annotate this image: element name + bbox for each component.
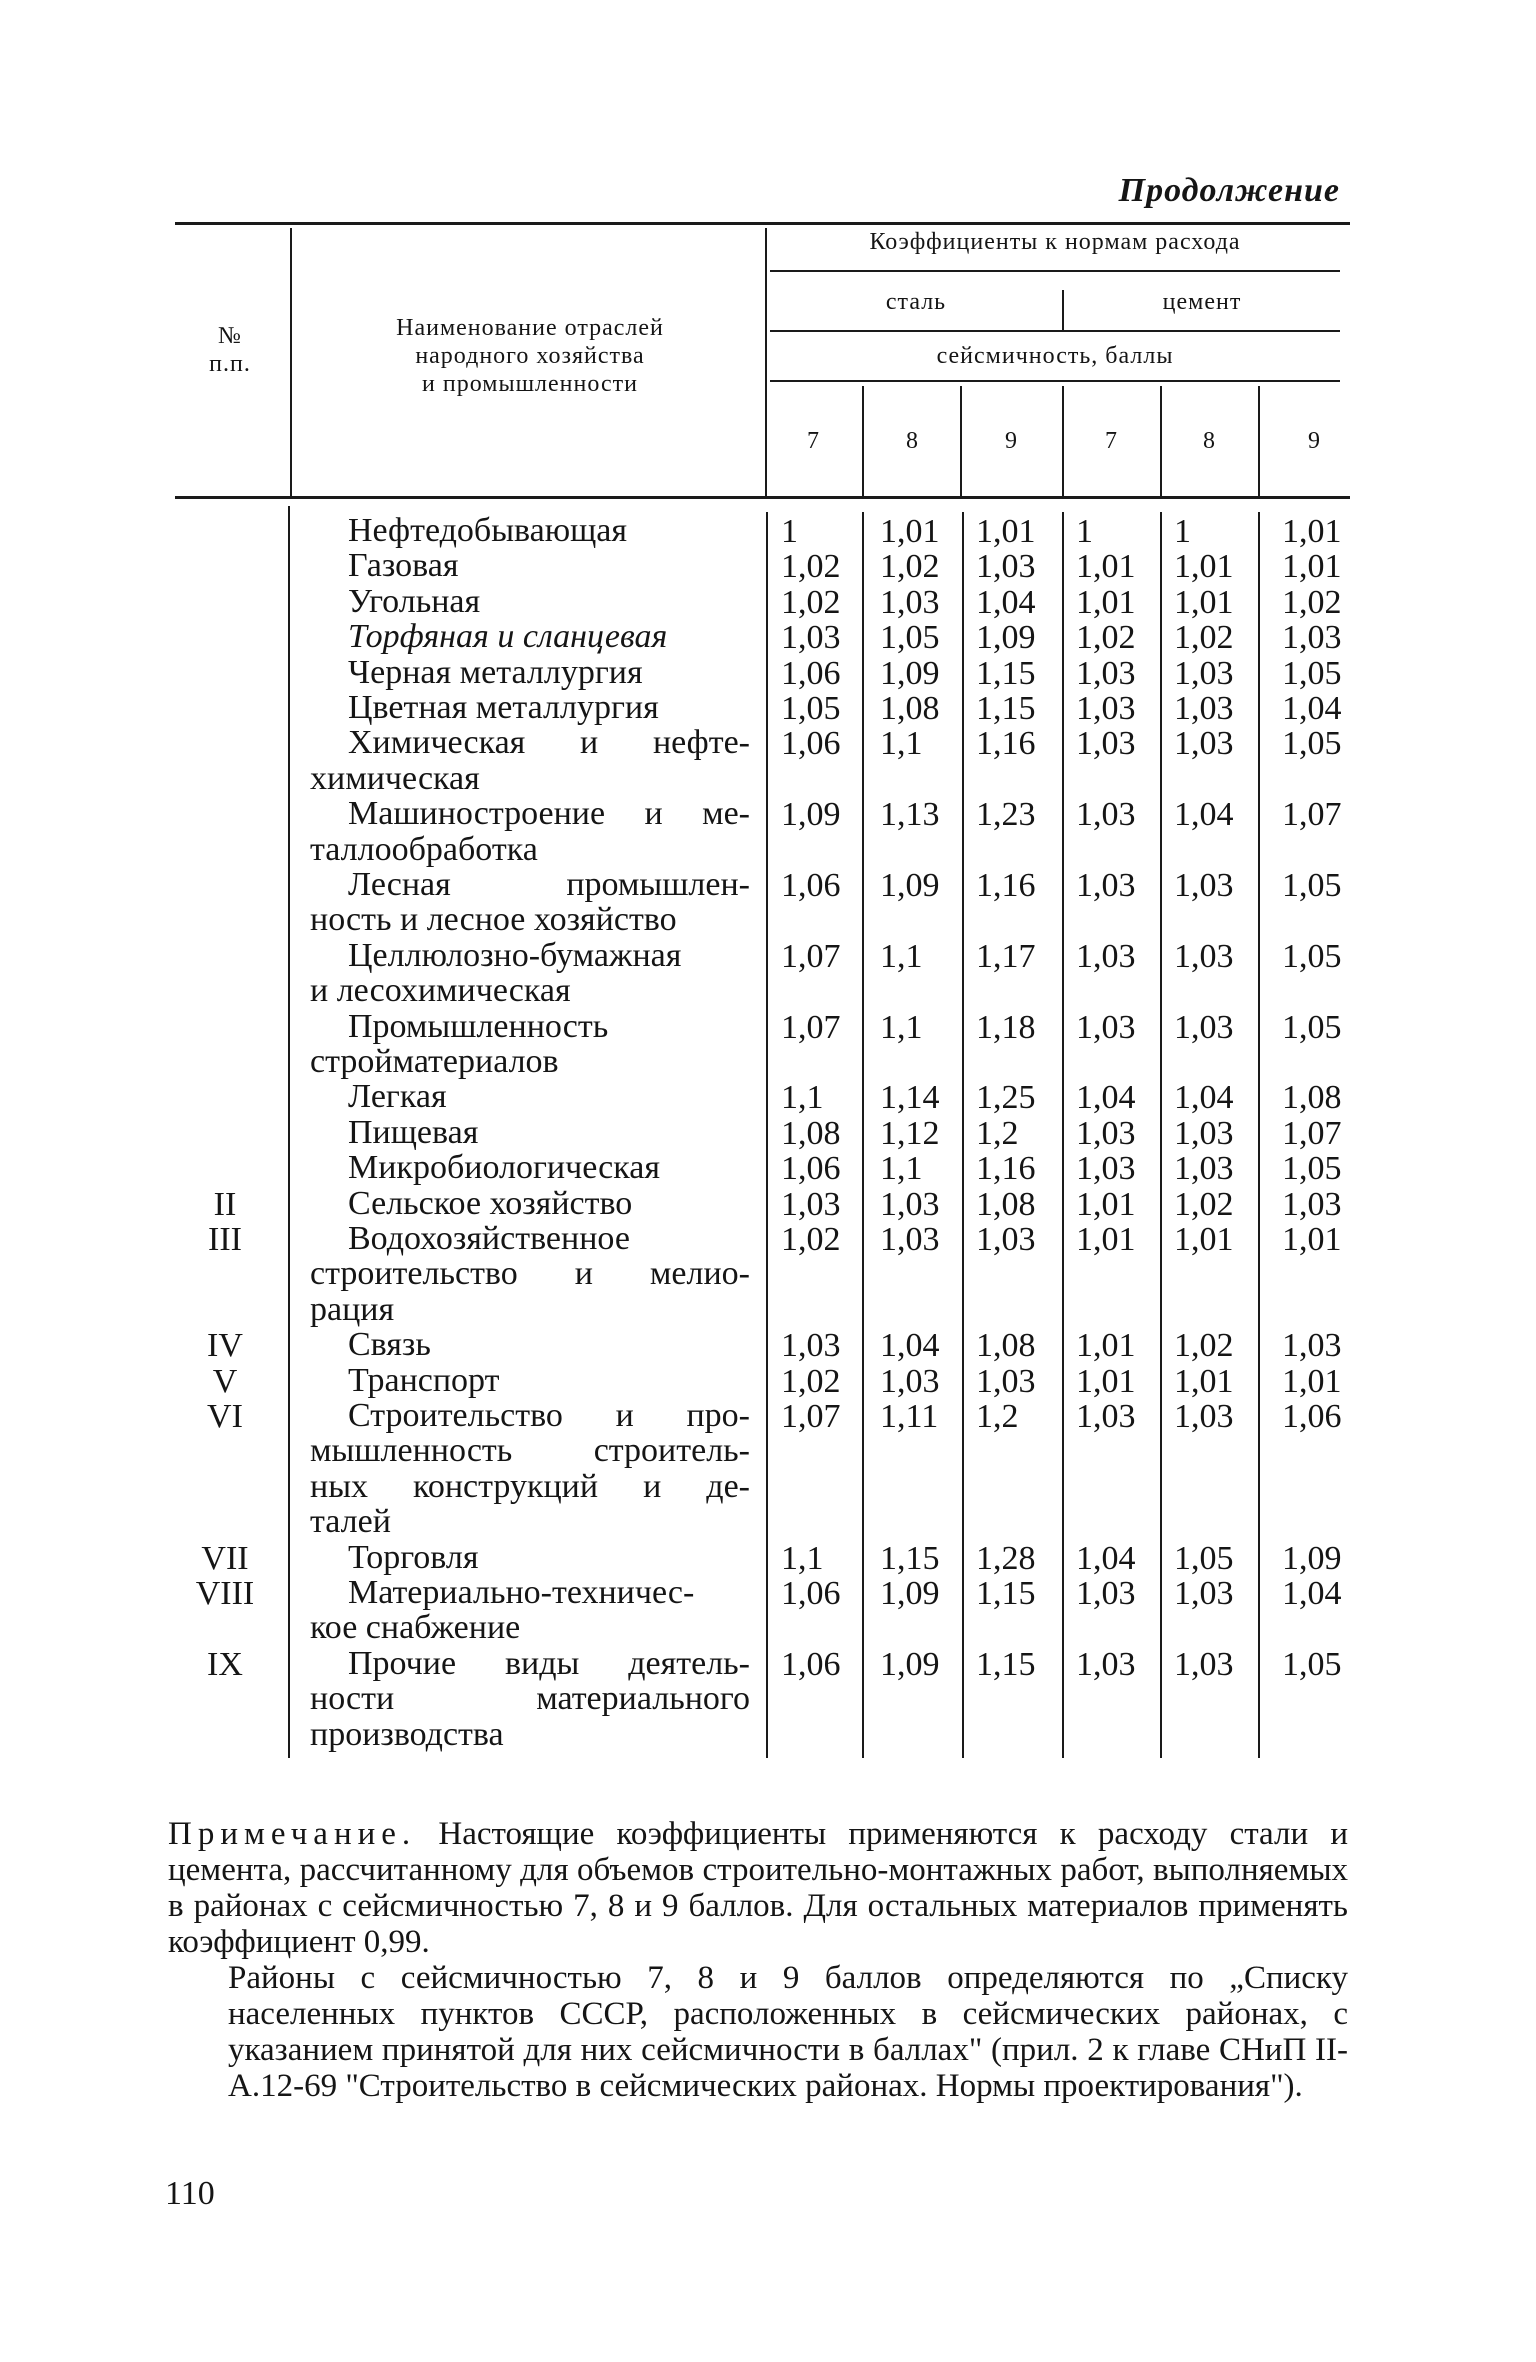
row-value-col-4: 1,01 [1076,1362,1136,1400]
row-value-col-1: 1,03 [781,619,841,657]
row-value-col-2: 1,03 [880,1362,940,1400]
row-value-col-1: 1 [781,513,798,550]
row-name: Материально-техничес- кое снабжение [310,1574,695,1647]
row-value-col-2: 1,08 [880,690,940,727]
row-value-col-6: 1,04 [1282,1575,1342,1612]
row-value-col-3: 1,23 [976,796,1036,834]
row-name: Прочие виды деятель- ности материального производства [310,1644,750,1753]
row-value-col-2: 1,1 [880,725,923,763]
row-value-col-6: 1,01 [1282,513,1342,550]
row-value-col-4: 1,03 [1076,1114,1136,1152]
row-value-col-3: 1,03 [976,1362,1036,1400]
body-divider-c1 [862,512,864,1758]
row-value-col-4: 1,03 [1076,867,1136,904]
row-name: Торфяная и сланцевая [348,618,668,656]
row-name: Черная металлургия [348,653,643,691]
row-value-col-4: 1,03 [1076,690,1136,727]
row-name: Промышленность стройматериалов [310,1007,609,1080]
header-number-col: № п.п. [209,323,251,377]
row-value-col-5: 1,03 [1174,1645,1234,1683]
body-divider-num [288,506,290,1758]
row-value-col-2: 1,03 [880,1185,940,1223]
row-value-col-5: 1,03 [1174,937,1234,975]
row-value-col-1: 1,02 [781,1362,841,1400]
header-coef-title: Коэффициенты к нормам расхода [869,229,1241,255]
note-label: Примечание. [168,1816,417,1852]
row-name: Связь [348,1326,431,1364]
row-name: Угольная [348,582,481,620]
row-value-col-3: 1,18 [976,1008,1036,1046]
row-value-col-2: 1,09 [880,867,940,904]
row-section-number: IV [207,1327,243,1365]
row-value-col-1: 1,06 [781,1645,841,1683]
row-value-col-5: 1,05 [1174,1539,1234,1577]
row-value-col-6: 1,04 [1282,690,1342,727]
row-value-col-6: 1,06 [1282,1398,1342,1435]
row-section-number: II [213,1185,237,1223]
row-value-col-4: 1,04 [1076,1539,1136,1577]
header-steel: сталь [885,289,947,315]
row-value-col-4: 1,03 [1076,1645,1136,1683]
row-value-col-6: 1,09 [1282,1539,1342,1577]
row-value-col-6: 1,01 [1282,548,1342,586]
header-divider-c5 [1258,386,1260,496]
row-value-col-1: 1,06 [781,867,841,904]
row-value-col-2: 1,03 [880,1221,940,1258]
row-value-col-5: 1,03 [1174,1398,1234,1435]
row-value-col-1: 1,1 [781,1539,824,1577]
row-value-col-2: 1,03 [880,583,940,621]
row-value-col-3: 1,01 [976,513,1036,550]
row-name: Микробиологическая [348,1149,660,1187]
row-value-col-1: 1,07 [781,937,841,975]
row-value-col-4: 1,03 [1076,796,1136,834]
header-divider-name [765,228,767,496]
continuation-label: Продолжение [1118,172,1340,209]
row-section-number: V [212,1362,238,1400]
note-block [168,1816,1348,2104]
row-value-col-5: 1 [1174,513,1191,550]
row-name: Сельское хозяйство [348,1184,633,1222]
row-value-col-3: 1,03 [976,1221,1036,1258]
note-paragraph-2: Районы с сейсмичностью 7, 8 и 9 баллов определяются по „Списку населенных пунктов СССР, расположенных в сейсмических районах, с указанием принятой для них сейсмичности в баллах" (прил. 2 к главе СНиП II-А.12-69 "Строительство в сейсмических районах. Нормы проектирования"). [228,1960,1348,2104]
row-value-col-3: 1,2 [976,1114,1019,1152]
row-value-col-5: 1,01 [1174,548,1234,586]
header-divider-c4 [1160,386,1162,496]
row-value-col-4: 1,01 [1076,1221,1136,1258]
row-value-col-4: 1,03 [1076,937,1136,975]
row-value-col-1: 1,02 [781,583,841,621]
row-value-col-5: 1,04 [1174,1079,1234,1117]
row-value-col-5: 1,01 [1174,1221,1234,1258]
row-value-col-5: 1,03 [1174,1008,1234,1046]
row-value-col-5: 1,01 [1174,583,1234,621]
row-section-number: VI [207,1398,243,1435]
row-value-col-1: 1,06 [781,1150,841,1188]
row-value-col-2: 1,02 [880,548,940,586]
row-value-col-1: 1,1 [781,1079,824,1117]
header-col-cement-8: 8 [1203,428,1215,454]
row-value-col-5: 1,02 [1174,1327,1234,1365]
row-value-col-1: 1,06 [781,725,841,763]
row-value-col-4: 1,01 [1076,1327,1136,1365]
row-value-col-3: 1,15 [976,1645,1036,1683]
body-divider-c3 [1062,512,1064,1758]
row-value-col-2: 1,12 [880,1114,940,1152]
row-value-col-5: 1,04 [1174,796,1234,834]
body-divider-c4 [1160,512,1162,1758]
row-value-col-6: 1,03 [1282,1185,1342,1223]
material-rule [770,330,1340,332]
header-divider-c3 [1062,386,1064,496]
row-name: Водохозяйственное строительство и мелио- рация [310,1220,750,1328]
header-seismicity: сейсмичность, баллы [936,343,1174,369]
row-value-col-2: 1,13 [880,796,940,834]
row-section-number: III [208,1221,242,1258]
row-value-col-5: 1,03 [1174,690,1234,727]
row-value-col-6: 1,07 [1282,1114,1342,1152]
header-col-cement-7: 7 [1105,428,1117,454]
row-value-col-5: 1,02 [1174,1185,1234,1223]
row-value-col-6: 1,05 [1282,725,1342,763]
row-value-col-4: 1,04 [1076,1079,1136,1117]
header-bottom-rule [175,496,1350,499]
header-col-steel-8: 8 [906,428,918,454]
row-value-col-4: 1 [1076,513,1093,550]
row-value-col-1: 1,05 [781,690,841,727]
row-value-col-3: 1,03 [976,548,1036,586]
row-value-col-3: 1,16 [976,867,1036,904]
row-value-col-3: 1,08 [976,1185,1036,1223]
row-value-col-4: 1,01 [1076,1185,1136,1223]
row-value-col-6: 1,01 [1282,1221,1342,1258]
row-value-col-2: 1,05 [880,619,940,657]
row-value-col-2: 1,1 [880,1008,923,1046]
row-value-col-2: 1,1 [880,937,923,975]
row-value-col-6: 1,05 [1282,1150,1342,1188]
row-value-col-4: 1,03 [1076,1398,1136,1435]
row-value-col-4: 1,03 [1076,1575,1136,1612]
row-name: Целлюлозно-бумажная и лесохимическая [310,936,682,1010]
row-name: Химическая и нефте- химическая [310,724,750,797]
note-paragraph-1: Примечание. Настоящие коэффициенты применяются к расходу стали и цемента, рассчитанному для объемов строительно-монтажных работ, выполняемых в районах с сейсмичностью 7, 8 и 9 баллов. Для остальных материалов применять коэффициент 0,99. [168,1816,1348,1960]
header-col-cement-9: 9 [1308,428,1320,454]
header-cement: цемент [1162,289,1242,315]
row-name: Газовая [348,547,459,585]
row-value-col-1: 1,07 [781,1008,841,1046]
row-value-col-6: 1,03 [1282,1327,1342,1365]
row-value-col-6: 1,05 [1282,1008,1342,1046]
row-value-col-3: 1,16 [976,725,1036,763]
row-value-col-2: 1,11 [880,1398,939,1435]
row-value-col-2: 1,15 [880,1539,940,1577]
row-value-col-6: 1,05 [1282,654,1342,692]
seismicity-rule [770,380,1340,382]
row-value-col-6: 1,03 [1282,619,1342,657]
coef-title-rule [770,270,1340,272]
row-name: Строительство и про- мышленность строитель- ных конструкций и де- талей [310,1397,750,1541]
row-section-number: IX [207,1645,243,1683]
row-value-col-2: 1,01 [880,513,940,550]
row-value-col-3: 1,15 [976,1575,1036,1612]
row-value-col-2: 1,14 [880,1079,940,1117]
row-value-col-5: 1,03 [1174,725,1234,763]
row-name: Цветная металлургия [348,689,659,726]
row-value-col-6: 1,05 [1282,1645,1342,1683]
row-value-col-6: 1,01 [1282,1362,1342,1400]
row-value-col-1: 1,08 [781,1114,841,1152]
row-value-col-1: 1,06 [781,654,841,692]
header-divider-c2 [960,386,962,496]
row-value-col-3: 1,28 [976,1539,1036,1577]
row-value-col-3: 1,15 [976,654,1036,692]
row-value-col-1: 1,02 [781,548,841,586]
body-divider-c2 [962,512,964,1758]
row-value-col-4: 1,03 [1076,654,1136,692]
row-value-col-3: 1,09 [976,619,1036,657]
row-value-col-5: 1,02 [1174,619,1234,657]
row-value-col-5: 1,03 [1174,867,1234,904]
row-value-col-4: 1,03 [1076,725,1136,763]
row-value-col-4: 1,01 [1076,583,1136,621]
row-value-col-1: 1,06 [781,1575,841,1612]
row-value-col-2: 1,09 [880,1645,940,1683]
row-value-col-1: 1,07 [781,1398,841,1435]
row-value-col-6: 1,05 [1282,937,1342,975]
row-value-col-2: 1,09 [880,1575,940,1612]
row-value-col-6: 1,07 [1282,796,1342,834]
row-value-col-6: 1,02 [1282,583,1342,621]
row-section-number: VIII [195,1575,255,1612]
row-value-col-3: 1,15 [976,690,1036,727]
page-number: 110 [165,2175,215,2212]
header-name-col: Наименование отраслей народного хозяйства и промышленности [396,315,664,397]
row-value-col-3: 1,16 [976,1150,1036,1188]
row-value-col-5: 1,03 [1174,1150,1234,1188]
row-value-col-2: 1,1 [880,1150,923,1188]
row-value-col-4: 1,02 [1076,619,1136,657]
row-value-col-6: 1,08 [1282,1079,1342,1117]
row-name: Машиностроение и ме- таллообработка [310,795,750,868]
header-col-steel-7: 7 [807,428,819,454]
row-value-col-1: 1,09 [781,796,841,834]
body-divider-name [766,512,768,1758]
row-value-col-4: 1,01 [1076,548,1136,586]
header-divider-num [290,228,292,496]
header-col-steel-9: 9 [1005,428,1017,454]
row-value-col-3: 1,04 [976,583,1036,621]
row-value-col-5: 1,01 [1174,1362,1234,1400]
row-section-number: VII [201,1539,249,1577]
row-value-col-1: 1,03 [781,1185,841,1223]
row-value-col-2: 1,04 [880,1327,940,1365]
row-value-col-5: 1,03 [1174,1114,1234,1152]
row-value-col-1: 1,02 [781,1221,841,1258]
row-name: Торговля [348,1538,479,1576]
row-name: Нефтедобывающая [348,512,628,549]
row-name: Легкая [348,1078,447,1116]
row-value-col-2: 1,09 [880,654,940,692]
row-value-col-3: 1,25 [976,1079,1036,1117]
row-value-col-4: 1,03 [1076,1150,1136,1188]
row-value-col-3: 1,08 [976,1327,1036,1365]
row-name: Лесная промышлен- ность и лесное хозяйство [310,866,750,939]
row-value-col-3: 1,2 [976,1398,1019,1435]
row-value-col-5: 1,03 [1174,654,1234,692]
row-value-col-4: 1,03 [1076,1008,1136,1046]
row-value-col-3: 1,17 [976,937,1036,975]
row-name: Пищевая [348,1113,479,1151]
row-value-col-1: 1,03 [781,1327,841,1365]
body-divider-c5 [1258,512,1260,1758]
row-value-col-6: 1,05 [1282,867,1342,904]
table-top-rule [175,222,1350,225]
header-divider-c1 [862,386,864,496]
row-name: Транспорт [348,1361,500,1399]
row-value-col-5: 1,03 [1174,1575,1234,1612]
